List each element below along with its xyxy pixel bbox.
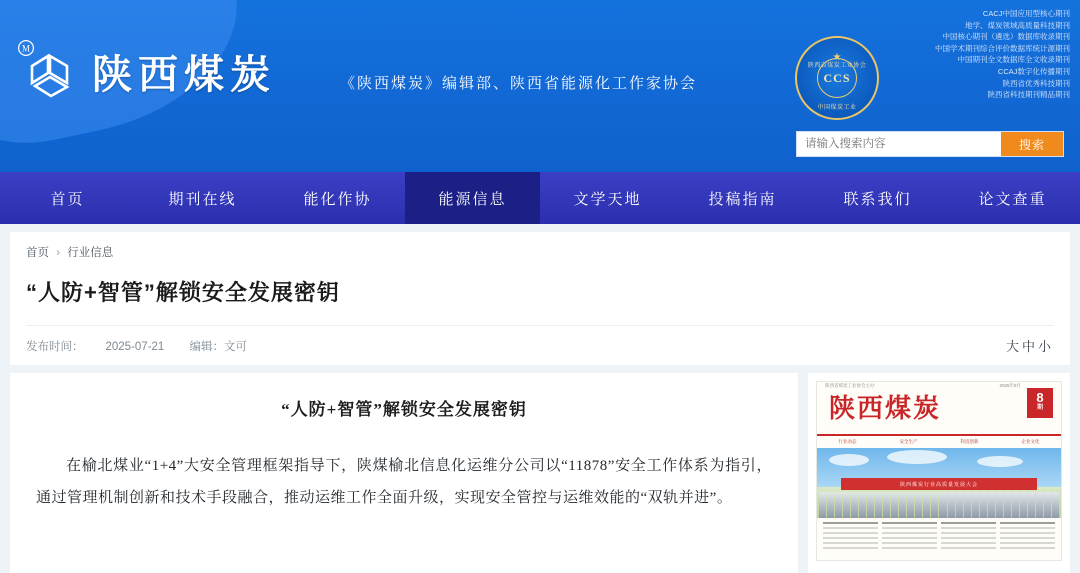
seal-top-text: 陕西省煤炭工业协会	[807, 63, 867, 69]
award-item: CACJ中国应用型核心期刊	[982, 9, 1070, 18]
nav-item-plagiarism-check[interactable]: 论文查重	[978, 190, 1047, 208]
newspaper-photo-crowd	[817, 492, 1061, 518]
award-list	[770, 8, 1070, 101]
article-meta	[26, 325, 1054, 355]
newspaper-issue-number: 8	[1036, 390, 1044, 405]
article-body	[10, 373, 798, 573]
editor-label: 编辑：	[189, 340, 225, 353]
newspaper-subhead: 安全生产	[899, 439, 918, 444]
site-slogan: 《陕西煤炭》编辑部、陕西省能源化工作家协会	[340, 76, 698, 92]
seal-center-text: CCS	[817, 58, 857, 98]
nav-item-energy-info[interactable]: 能源信息	[405, 172, 540, 224]
newspaper-columns	[817, 518, 1061, 558]
award-item: 地学、煤炭领域高质量科技期刊	[965, 20, 1070, 30]
article-meta-left	[26, 338, 269, 354]
seal-bottom-text: 中国煤炭工业	[817, 105, 857, 111]
seal-star-icon: ★	[832, 52, 842, 63]
award-item: 陕西省科技期刊精品期刊	[987, 90, 1070, 100]
newspaper-topline-right: 2025年8月	[999, 383, 1021, 388]
editor-name: 文可	[224, 340, 248, 353]
site-logo[interactable]	[18, 40, 276, 102]
font-size-control[interactable]: 大中小	[1005, 339, 1054, 354]
article-header-card	[10, 232, 1070, 365]
award-item: 中国核心期刊（遴选）数据库收录期刊	[942, 32, 1070, 42]
sidebar	[808, 373, 1070, 573]
newspaper-issue-label: 期	[1036, 405, 1043, 411]
search-input[interactable]	[797, 132, 1001, 156]
search-box[interactable]	[796, 131, 1064, 157]
page-body	[0, 232, 1080, 573]
content-row	[10, 373, 1070, 573]
newspaper-issue-badge	[1027, 388, 1053, 418]
publish-date: 2025-07-21	[105, 340, 165, 353]
newspaper-subhead: 企业文化	[1021, 439, 1040, 444]
site-header	[0, 0, 1080, 172]
breadcrumb-separator: ›	[56, 247, 61, 259]
breadcrumb	[26, 244, 1054, 260]
newspaper-masthead	[817, 382, 1061, 436]
newspaper-photo	[817, 448, 1061, 518]
article-heading: “人防+智管”解锁安全发展密钥	[281, 400, 527, 419]
award-item: 中国学术期刊综合评价数据库统计源期刊	[935, 43, 1070, 53]
newspaper-subheads	[817, 436, 1061, 448]
award-item: 陕西省优秀科技期刊	[1002, 78, 1070, 88]
breadcrumb-item-industry-info[interactable]: 行业信息	[67, 247, 114, 259]
newspaper-photo-banner: 陕西煤炭行业高质量发展大会	[841, 478, 1036, 490]
nav-item-literature[interactable]: 文学天地	[573, 190, 642, 208]
search-button[interactable]: 搜索	[1001, 132, 1063, 156]
newspaper-subhead: 行业动态	[838, 439, 857, 444]
breadcrumb-item-home[interactable]: 首页	[26, 247, 49, 259]
main-nav	[0, 172, 1080, 224]
logo-cube-icon	[18, 40, 80, 102]
award-item: CCAJ数字化传播期刊	[997, 66, 1070, 76]
nav-item-contact[interactable]: 联系我们	[843, 190, 912, 208]
award-item: 中国期刊全文数据库全文收录期刊	[957, 55, 1070, 65]
newspaper-thumbnail[interactable]	[816, 381, 1062, 561]
page-title: “人防+智管”解锁安全发展密钥	[26, 280, 340, 305]
nav-item-journal-online[interactable]: 期刊在线	[168, 190, 237, 208]
svg-text:M: M	[21, 43, 31, 54]
article-paragraph: 在榆北煤业“1+4”大安全管理框架指导下，陕煤榆北信息化运维分公司以“11878”安全工作体系为指引，通过管理机制创新和技术手段融合，推动运维工作全面升级，实现安全管控与运维效能的“双轨并进”。	[36, 458, 772, 506]
newspaper-topline-left: 陕西省煤炭工业协会主办	[825, 383, 875, 388]
newspaper-subhead: 科技创新	[960, 439, 979, 444]
site-logo-title: 陕西煤炭	[92, 51, 276, 97]
nav-item-writers-association[interactable]: 能化作协	[303, 190, 372, 208]
newspaper-title: 陕西煤炭	[829, 394, 942, 423]
nav-item-submission-guide[interactable]: 投稿指南	[708, 190, 777, 208]
nav-item-home[interactable]: 首页	[50, 190, 85, 208]
publish-label: 发布时间：	[26, 340, 84, 353]
